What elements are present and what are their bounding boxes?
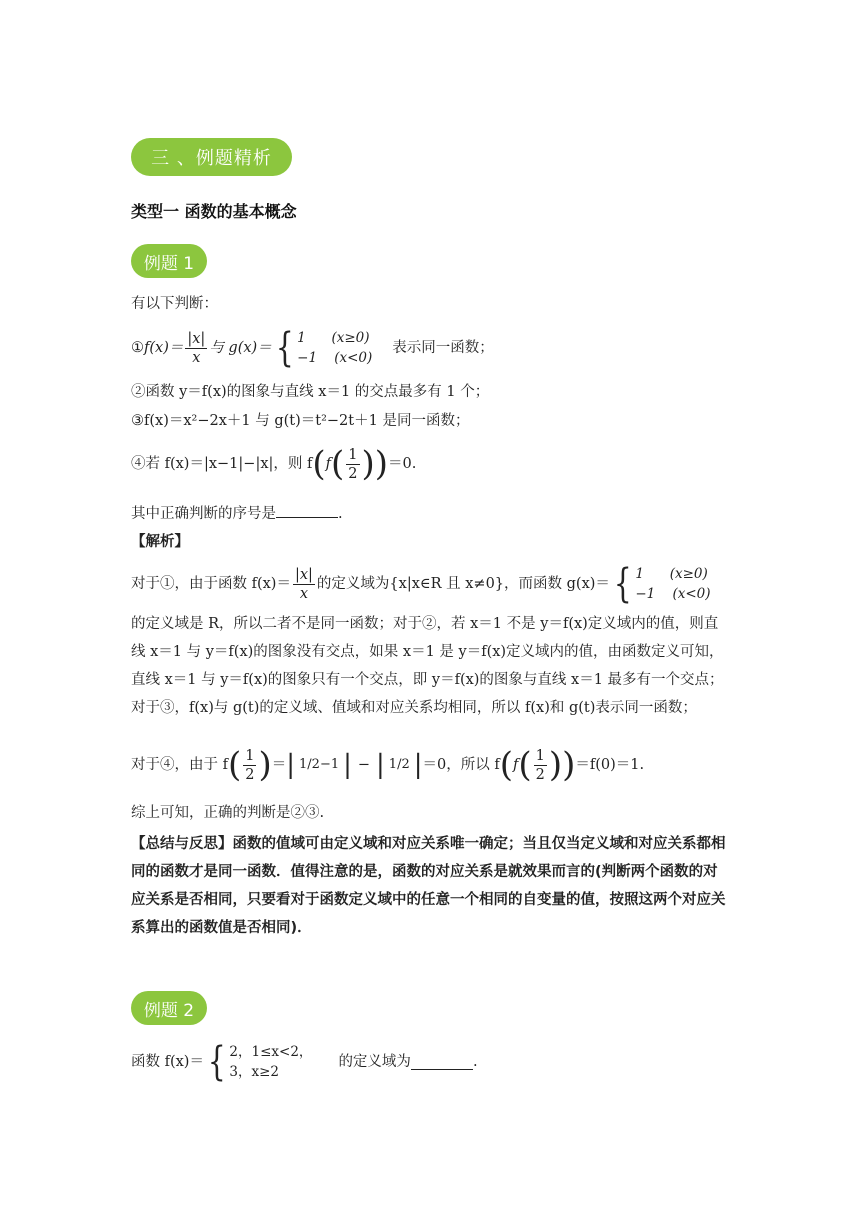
item1-prefix: ①: [131, 340, 144, 356]
a4-minus: −: [357, 757, 371, 773]
example1-question: [131, 503, 343, 524]
a1-piecewise: [610, 561, 711, 607]
analysis-paragraph: 的定义域是 R，所以二者不是同一函数；对于②，若 x＝1 不是 y＝f(x)定义域内的值，则直线 x＝1 与 y＝f(x)的图象没有交点，如果 x＝1 是 y＝f(x)定义域内的值，由函数定义可知，直线 x＝1 与 y＝f(x)的图象只有一个交点，即 y＝f(x)的图象与直线 x＝1 最多有一个交点；对于③，f(x)与 g(t)的定义域、值域和对应关系均相同，所以 f(x)和 g(t)表示同一函数；: [131, 616, 724, 716]
a1-mid: 的定义域为{x|x∈R 且 x≠0}，而函数 g(x)＝: [316, 576, 610, 592]
a1-frac-num: |x|: [294, 566, 313, 583]
abs-bar: |: [286, 750, 296, 780]
paren-open: (: [331, 444, 345, 484]
answer-blank: [276, 503, 338, 518]
abs-bar: |: [376, 750, 385, 780]
item1-frac-den: x: [192, 349, 201, 366]
item4-half-den: 2: [348, 465, 358, 482]
ex2-prefix: 函数 f(x)＝: [131, 1054, 204, 1070]
item1-f: f(x)＝: [144, 340, 184, 356]
section-title-pill: 三 、例题精析: [131, 138, 292, 176]
ex2-end: .: [472, 1054, 478, 1070]
a1-fraction: [293, 566, 315, 603]
abs-bar: |: [343, 750, 352, 780]
paren-close: ): [562, 745, 576, 785]
a1-case2: −1 (x<0): [635, 586, 711, 602]
paren-open: (: [227, 745, 242, 785]
example1-intro: 有以下判断：: [131, 296, 218, 312]
question-text: 其中正确判断的序号是: [131, 506, 276, 522]
ex2-case2: 3，x≥2: [229, 1064, 280, 1080]
a1-frac-den: x: [299, 585, 309, 602]
item1-case1: 1 (x≥0): [297, 330, 370, 346]
paren-open: (: [499, 745, 513, 785]
item4-prefix: ④若 f(x)＝|x−1|−|x|，则 f: [131, 456, 313, 472]
item1-fraction: [185, 330, 207, 367]
conclusion: 综上可知，正确的判断是②③.: [131, 805, 325, 821]
item1-suffix: 表示同一函数；: [392, 340, 494, 356]
item4-half: [346, 446, 359, 483]
item1-case2: −1 (x<0): [297, 350, 373, 366]
abs-bar: |: [413, 750, 423, 780]
a4-end: ＝f(0)＝1.: [575, 757, 645, 773]
example1-item3: ③f(x)＝x²−2x＋1 与 g(t)＝t²−2t＋1 是同一函数；: [131, 413, 470, 429]
a4-prefix: 对于④，由于 f: [131, 757, 228, 773]
paren-close: ): [548, 745, 563, 785]
brace-glyph: {: [613, 561, 632, 607]
a4-half2-den: 2: [535, 766, 545, 783]
analysis-label: 【解析】: [131, 534, 189, 550]
question-end: .: [338, 506, 343, 522]
type-heading: 类型一 函数的基本概念: [131, 202, 297, 221]
analysis-line1: [131, 560, 711, 608]
a4-inner: f: [512, 757, 519, 773]
ex2-piecewise: [204, 1039, 313, 1085]
item4-half-num: 1: [348, 446, 358, 463]
a1-prefix: 对于①，由于函数 f(x)＝: [131, 576, 291, 592]
example2-label: 例题 2: [131, 991, 207, 1025]
example1-item1: [131, 324, 494, 372]
item4-suffix: ＝0.: [388, 456, 417, 472]
ex2-case1: 2，1≤x<2，: [229, 1044, 313, 1060]
paren-close: ): [361, 444, 375, 484]
a4-half2-num: 1: [535, 747, 545, 764]
paren-close: ): [374, 444, 389, 484]
a4-expr1: 1/2−1: [299, 757, 340, 772]
item4-inner: f: [325, 456, 332, 472]
a4-eq1: ＝: [271, 757, 287, 773]
brace-glyph: {: [207, 1039, 226, 1085]
summary-label: 【总结与反思】: [131, 836, 233, 852]
answer-blank: [411, 1055, 473, 1070]
example1-item2: ②函数 y＝f(x)的图象与直线 x＝1 的交点最多有 1 个；: [131, 384, 490, 400]
item1-frac-num: |x|: [187, 330, 206, 347]
paren-open: (: [518, 745, 532, 785]
a4-half-num: 1: [245, 747, 255, 764]
item1-mid: 与 g(x)＝: [209, 340, 272, 356]
a1-case1: 1 (x≥0): [635, 566, 708, 582]
example2-question: [131, 1038, 478, 1086]
a4-eq2: ＝0，所以 f: [422, 757, 500, 773]
example1-item4: [131, 440, 416, 488]
paren-open: (: [312, 444, 326, 484]
analysis-line4: [131, 738, 644, 792]
paren-close: ): [258, 745, 272, 785]
summary: [131, 830, 731, 942]
summary-text: 函数的值域可由定义域和对应关系唯一确定；当且仅当定义域和对应关系都相同的函数才是同一函数．值得注意的是，函数的对应关系是就效果而言的(判断两个函数的对应关系是否相同，只要看对于函数定义域中的任意一个相同的自变量的值，按照这两个对应关系算出的函数值是否相同)．: [131, 836, 726, 936]
a4-half-den: 2: [245, 766, 255, 783]
a4-expr2: 1/2: [388, 757, 410, 772]
ex2-suffix: 的定义域为: [338, 1054, 411, 1070]
brace-glyph: {: [275, 325, 294, 371]
a4-half-2: [534, 747, 547, 784]
example1-label: 例题 1: [131, 244, 207, 278]
item1-piecewise: [272, 325, 373, 371]
a4-half: [243, 747, 256, 784]
